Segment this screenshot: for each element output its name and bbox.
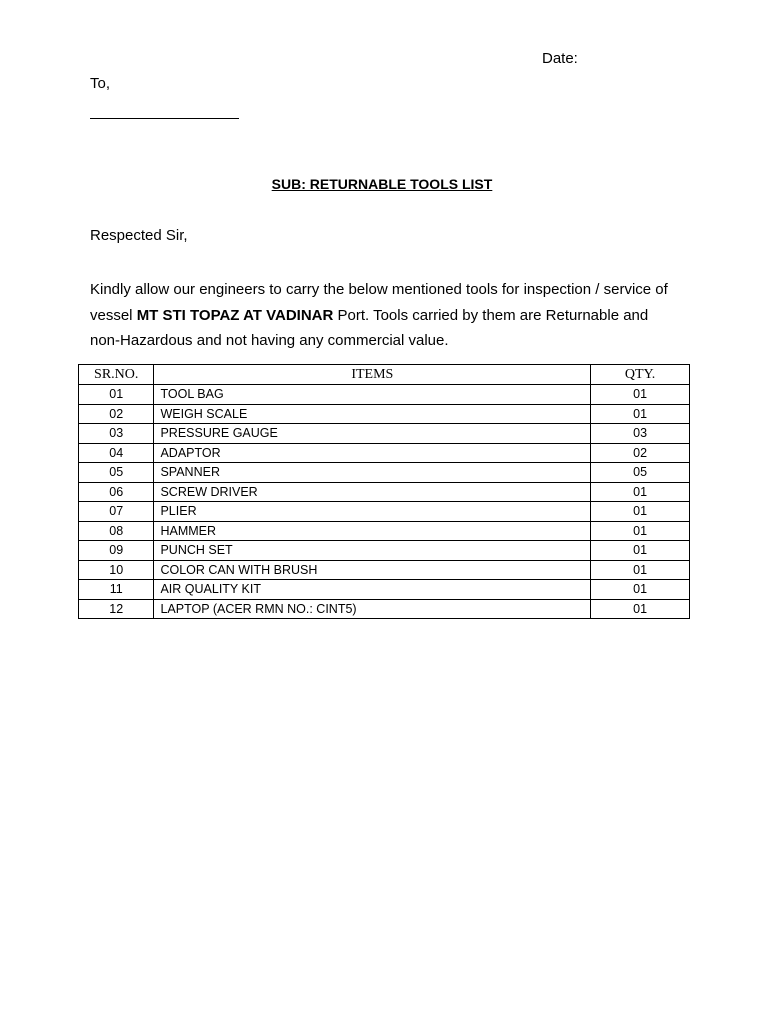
body-paragraph <box>90 277 680 354</box>
row-sr-no: 10 <box>79 560 154 580</box>
table-row <box>79 463 690 483</box>
row-qty: 01 <box>591 541 690 561</box>
body-text-part2: Port. Tools carried by them are Returnable and non-Hazardous and not having any commercial value. <box>90 306 649 349</box>
vessel-name: MT STI TOPAZ AT VADINAR <box>136 306 334 324</box>
subject-text: SUB: RETURNABLE TOOLS LIST <box>271 176 493 192</box>
table-row <box>79 482 690 502</box>
row-sr-no: 01 <box>79 385 154 405</box>
row-sr-no: 05 <box>79 463 154 483</box>
row-sr-no: 08 <box>79 521 154 541</box>
table-row <box>79 599 690 619</box>
row-item: PUNCH SET <box>154 541 591 561</box>
table-row <box>79 424 690 444</box>
row-qty: 01 <box>591 482 690 502</box>
row-sr-no: 06 <box>79 482 154 502</box>
row-item: PRESSURE GAUGE <box>154 424 591 444</box>
row-qty: 01 <box>591 580 690 600</box>
row-item: ADAPTOR <box>154 443 591 463</box>
row-item: LAPTOP (ACER RMN NO.: CINT5) <box>154 599 591 619</box>
row-qty: 01 <box>591 560 690 580</box>
row-item: SPANNER <box>154 463 591 483</box>
row-qty: 02 <box>591 443 690 463</box>
row-item: PLIER <box>154 502 591 522</box>
row-qty: 01 <box>591 599 690 619</box>
row-sr-no: 07 <box>79 502 154 522</box>
table-row <box>79 521 690 541</box>
recipient-blank-line <box>90 118 239 119</box>
row-item: TOOL BAG <box>154 385 591 405</box>
row-sr-no: 03 <box>79 424 154 444</box>
row-item: WEIGH SCALE <box>154 404 591 424</box>
header-sr-no: SR.NO. <box>79 365 154 385</box>
tools-table <box>78 364 690 619</box>
header-qty: QTY. <box>591 365 690 385</box>
table-body <box>79 385 690 619</box>
table-row <box>79 541 690 561</box>
row-qty: 01 <box>591 502 690 522</box>
table-row <box>79 502 690 522</box>
body-text-part1: Kindly allow our engineers to carry the below mentioned tools for inspection / service of vessel <box>90 281 668 324</box>
row-sr-no: 09 <box>79 541 154 561</box>
row-qty: 05 <box>591 463 690 483</box>
row-sr-no: 12 <box>79 599 154 619</box>
table-row <box>79 580 690 600</box>
row-qty: 01 <box>591 404 690 424</box>
to-label: To, <box>90 75 111 92</box>
row-item: HAMMER <box>154 521 591 541</box>
row-qty: 03 <box>591 424 690 444</box>
date-label: Date: <box>542 50 578 67</box>
greeting: Respected Sir, <box>90 227 188 244</box>
row-item: SCREW DRIVER <box>154 482 591 502</box>
subject-heading <box>0 176 768 192</box>
table-header-row <box>79 365 690 385</box>
row-qty: 01 <box>591 385 690 405</box>
row-sr-no: 11 <box>79 580 154 600</box>
table-row <box>79 443 690 463</box>
table-row <box>79 385 690 405</box>
row-sr-no: 02 <box>79 404 154 424</box>
row-qty: 01 <box>591 521 690 541</box>
table-row <box>79 560 690 580</box>
row-item: AIR QUALITY KIT <box>154 580 591 600</box>
row-item: COLOR CAN WITH BRUSH <box>154 560 591 580</box>
table-row <box>79 404 690 424</box>
row-sr-no: 04 <box>79 443 154 463</box>
header-items: ITEMS <box>154 365 591 385</box>
